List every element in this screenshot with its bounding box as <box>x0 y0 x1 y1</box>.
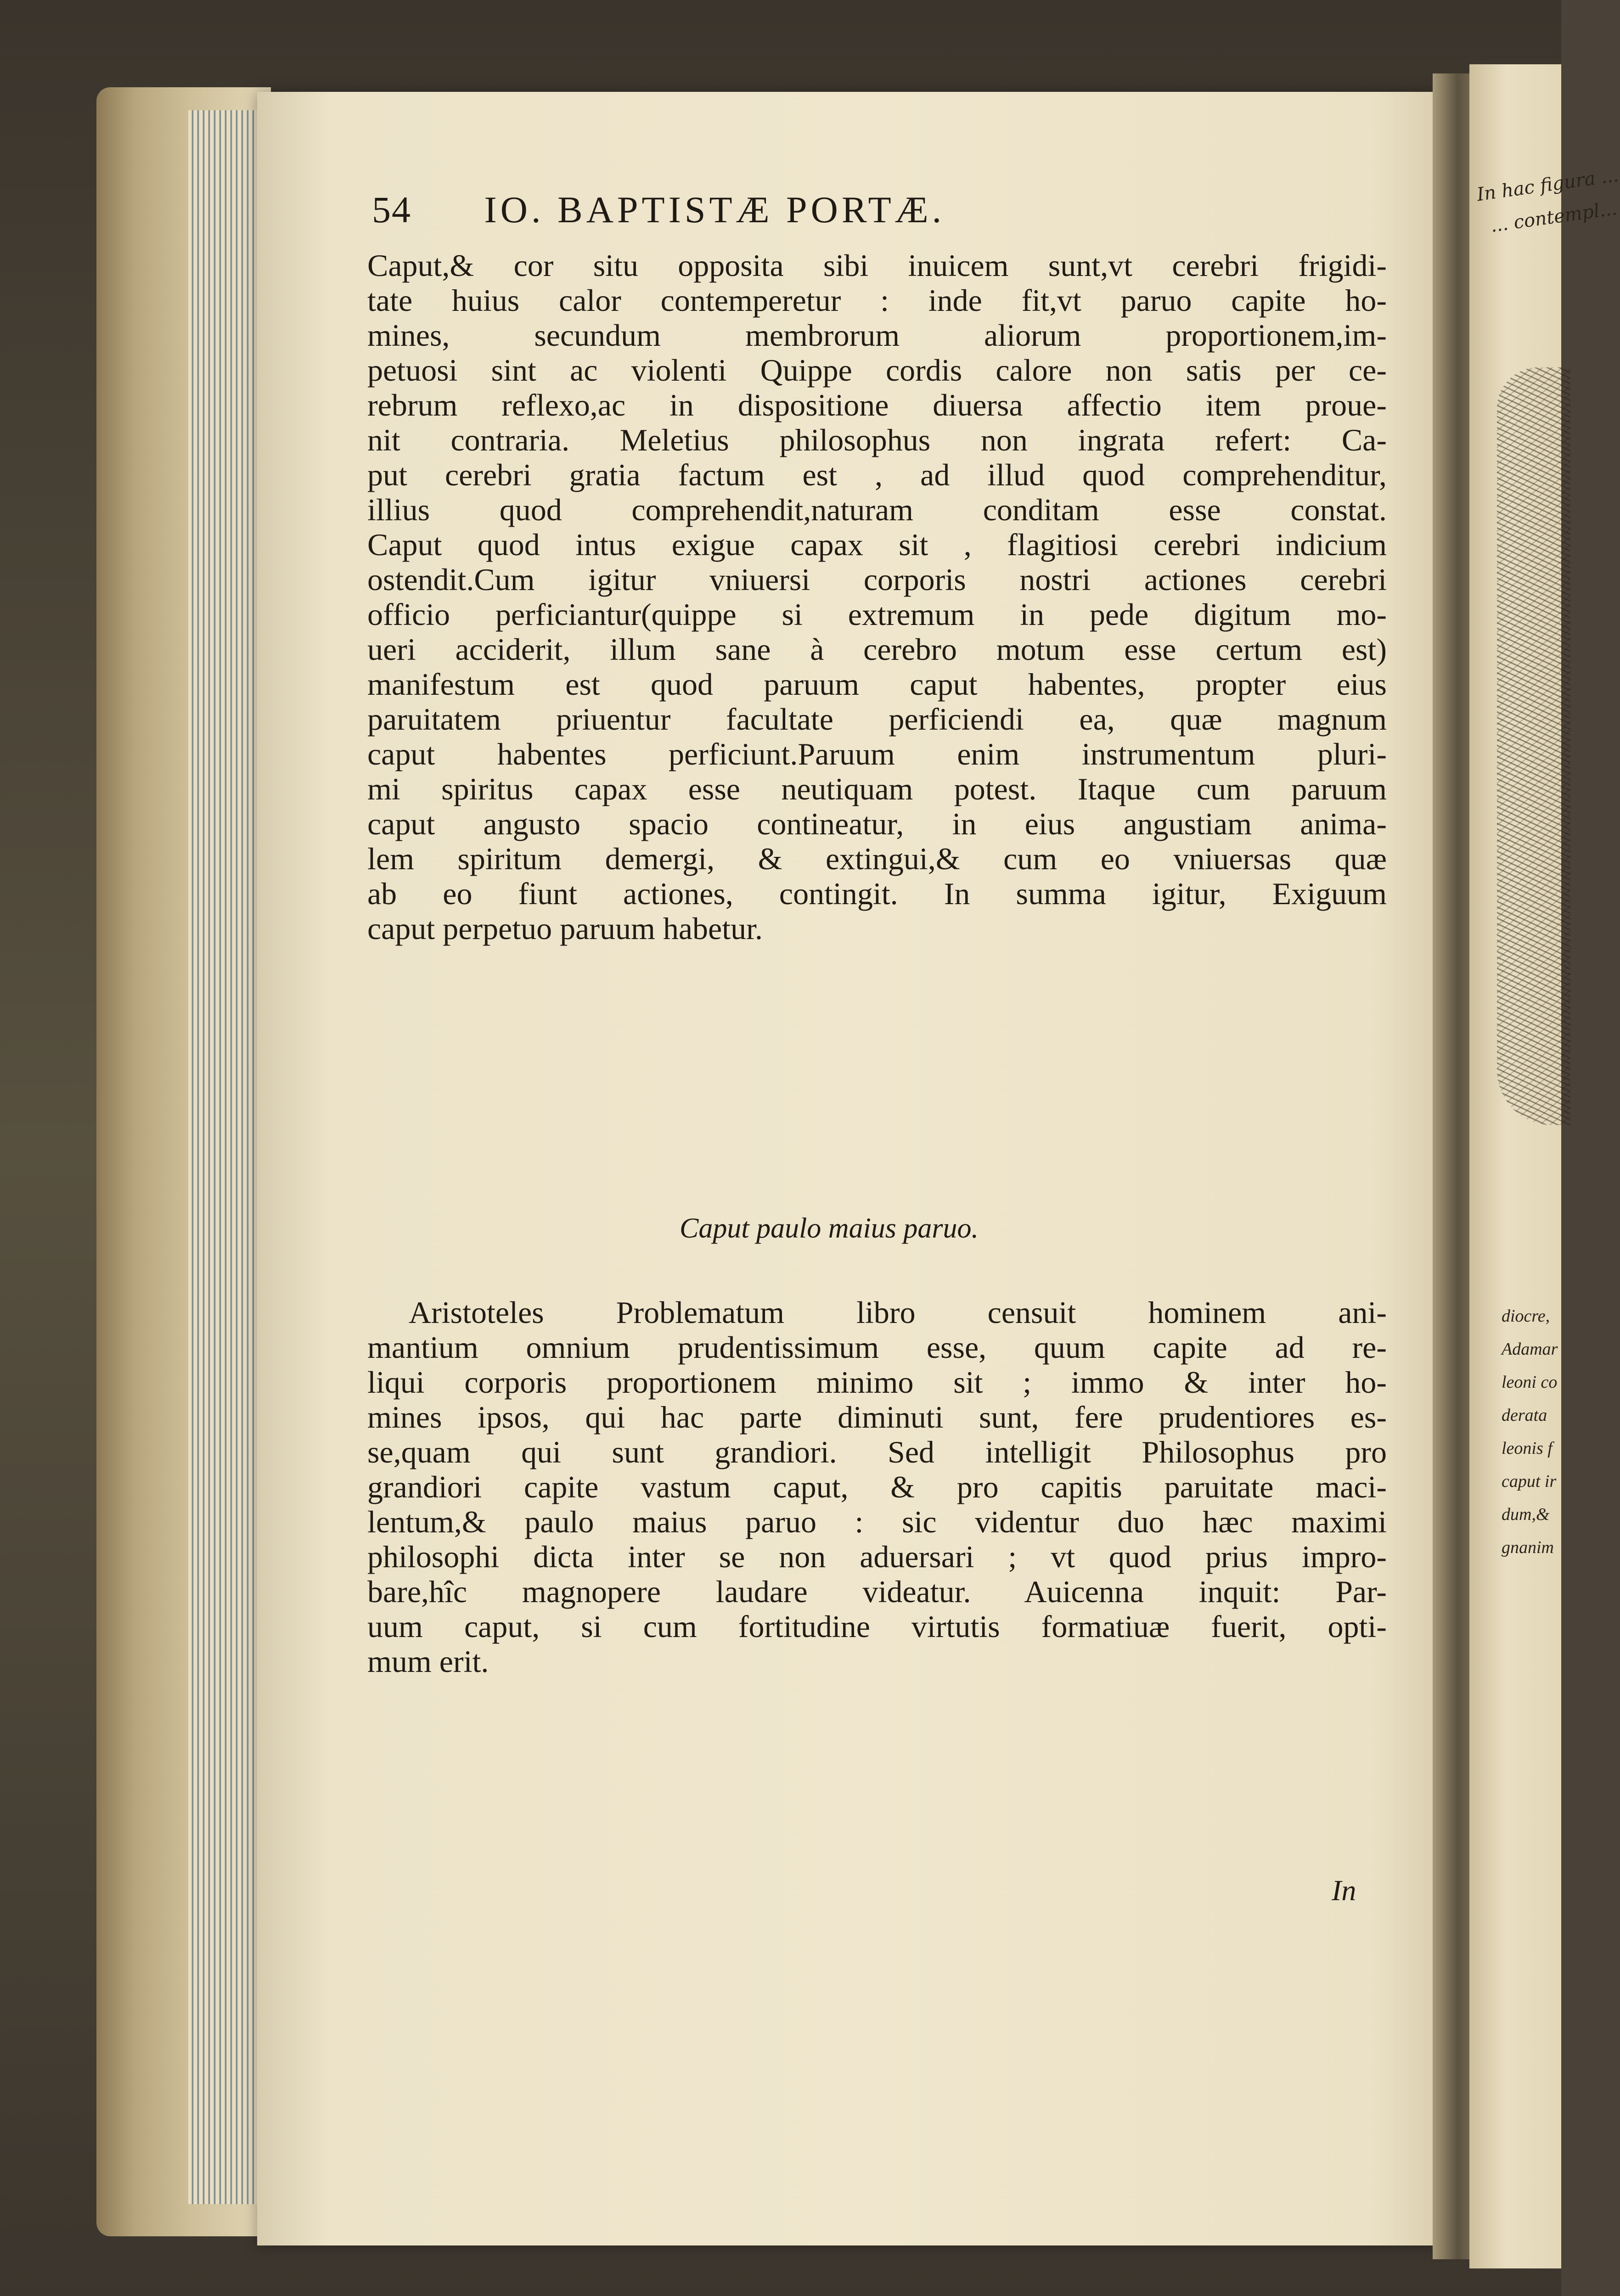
text-line: se,quam qui sunt grandiori. Sed intelligit Philosophus pro <box>367 1435 1387 1469</box>
facing-line: derata <box>1502 1406 1547 1425</box>
text-line: liqui corporis proportionem minimo sit ; immo & inter ho- <box>367 1365 1387 1400</box>
catchword: In <box>1332 1874 1356 1907</box>
facing-margin-note-1: In hac figura ... <box>1475 164 1620 206</box>
running-head <box>372 188 1244 231</box>
text-line: Caput,& cor situ opposita sibi inuicem sunt,vt cerebri frigidi- <box>367 248 1387 283</box>
engraving-illustration-fragment <box>1497 367 1570 1125</box>
text-line: mantium omnium prudentissimum esse, quum capite ad re- <box>367 1330 1387 1365</box>
facing-line: caput ir <box>1502 1472 1557 1491</box>
paragraph-1 <box>367 248 1387 946</box>
text-line: mi spiritus capax esse neutiquam potest. Itaque cum paruum <box>367 771 1387 806</box>
facing-line: Adamar <box>1502 1339 1558 1359</box>
text-line: tate huius calor contemperetur : inde fit,vt paruo capite ho- <box>367 283 1387 318</box>
running-title: IO. BAPTISTÆ PORTÆ. <box>484 189 945 231</box>
text-line: grandiori capite vastum caput, & pro capitis paruitate maci- <box>367 1469 1387 1504</box>
text-line: uum caput, si cum fortitudine virtutis formatiuæ fuerit, opti- <box>367 1609 1387 1644</box>
text-line: nit contraria. Meletius philosophus non ingrata refert: Ca- <box>367 422 1387 457</box>
text-line: officio perficiantur(quippe si extremum in pede digitum mo- <box>367 597 1387 632</box>
text-line: petuosi sint ac violenti Quippe cordis calore non satis per ce- <box>367 353 1387 388</box>
facing-margin-note-2: ... contempl... <box>1489 197 1619 237</box>
text-line: caput angusto spacio contineatur, in eius angustiam anima- <box>367 806 1387 841</box>
text-line: Aristoteles Problematum libro censuit hominem ani- <box>409 1295 1387 1330</box>
section-heading: Caput paulo maius paruo. <box>680 1213 979 1244</box>
text-line: ostendit.Cum igitur vniuersi corporis nostri actiones cerebri <box>367 562 1387 597</box>
text-line: put cerebri gratia factum est , ad illud quod comprehenditur, <box>367 457 1387 492</box>
text-line: ab eo fiunt actiones, contingit. In summa igitur, Exiguum <box>367 876 1387 911</box>
text-line: paruitatem priuentur facultate perficiendi ea, quæ magnum <box>367 702 1387 737</box>
paragraph-2 <box>367 1295 1387 1679</box>
facing-line: gnanim <box>1502 1538 1554 1557</box>
facing-line: leonis f <box>1502 1439 1552 1458</box>
page-number: 54 <box>372 189 411 231</box>
facing-page-column <box>1502 1300 1558 1564</box>
text-line: caput habentes perficiunt.Paruum enim instrumentum pluri- <box>367 737 1387 771</box>
facing-line: dum,& <box>1502 1505 1550 1524</box>
text-line: caput perpetuo paruum habetur. <box>367 911 763 946</box>
text-line: lentum,& paulo maius paruo : sic videntur duo hæc maximi <box>367 1504 1387 1539</box>
text-line: illius quod comprehendit,naturam conditam esse constat. <box>367 492 1387 527</box>
text-line: mines, secundum membrorum aliorum proportionem,im- <box>367 318 1387 353</box>
facing-line: leoni co <box>1502 1373 1558 1392</box>
text-line: manifestum est quod paruum caput habentes, propter eius <box>367 667 1387 702</box>
text-line: mines ipsos, qui hac parte diminuti sunt, fere prudentiores es- <box>367 1400 1387 1435</box>
text-line: philosophi dicta inter se non aduersari ; vt quod prius impro- <box>367 1539 1387 1574</box>
text-line: bare,hîc magnopere laudare videatur. Auicenna inquit: Par- <box>367 1574 1387 1609</box>
text-line: mum erit. <box>367 1644 489 1679</box>
text-line: rebrum reflexo,ac in dispositione diuersa affectio item proue- <box>367 388 1387 422</box>
facing-line: diocre, <box>1502 1306 1550 1326</box>
text-line: lem spiritum demergi, & extingui,& cum eo vniuersas quæ <box>367 841 1387 876</box>
text-line: Caput quod intus exigue capax sit , flagitiosi cerebri indicium <box>367 527 1387 562</box>
text-line: ueri acciderit, illum sane à cerebro motum esse certum est) <box>367 632 1387 667</box>
